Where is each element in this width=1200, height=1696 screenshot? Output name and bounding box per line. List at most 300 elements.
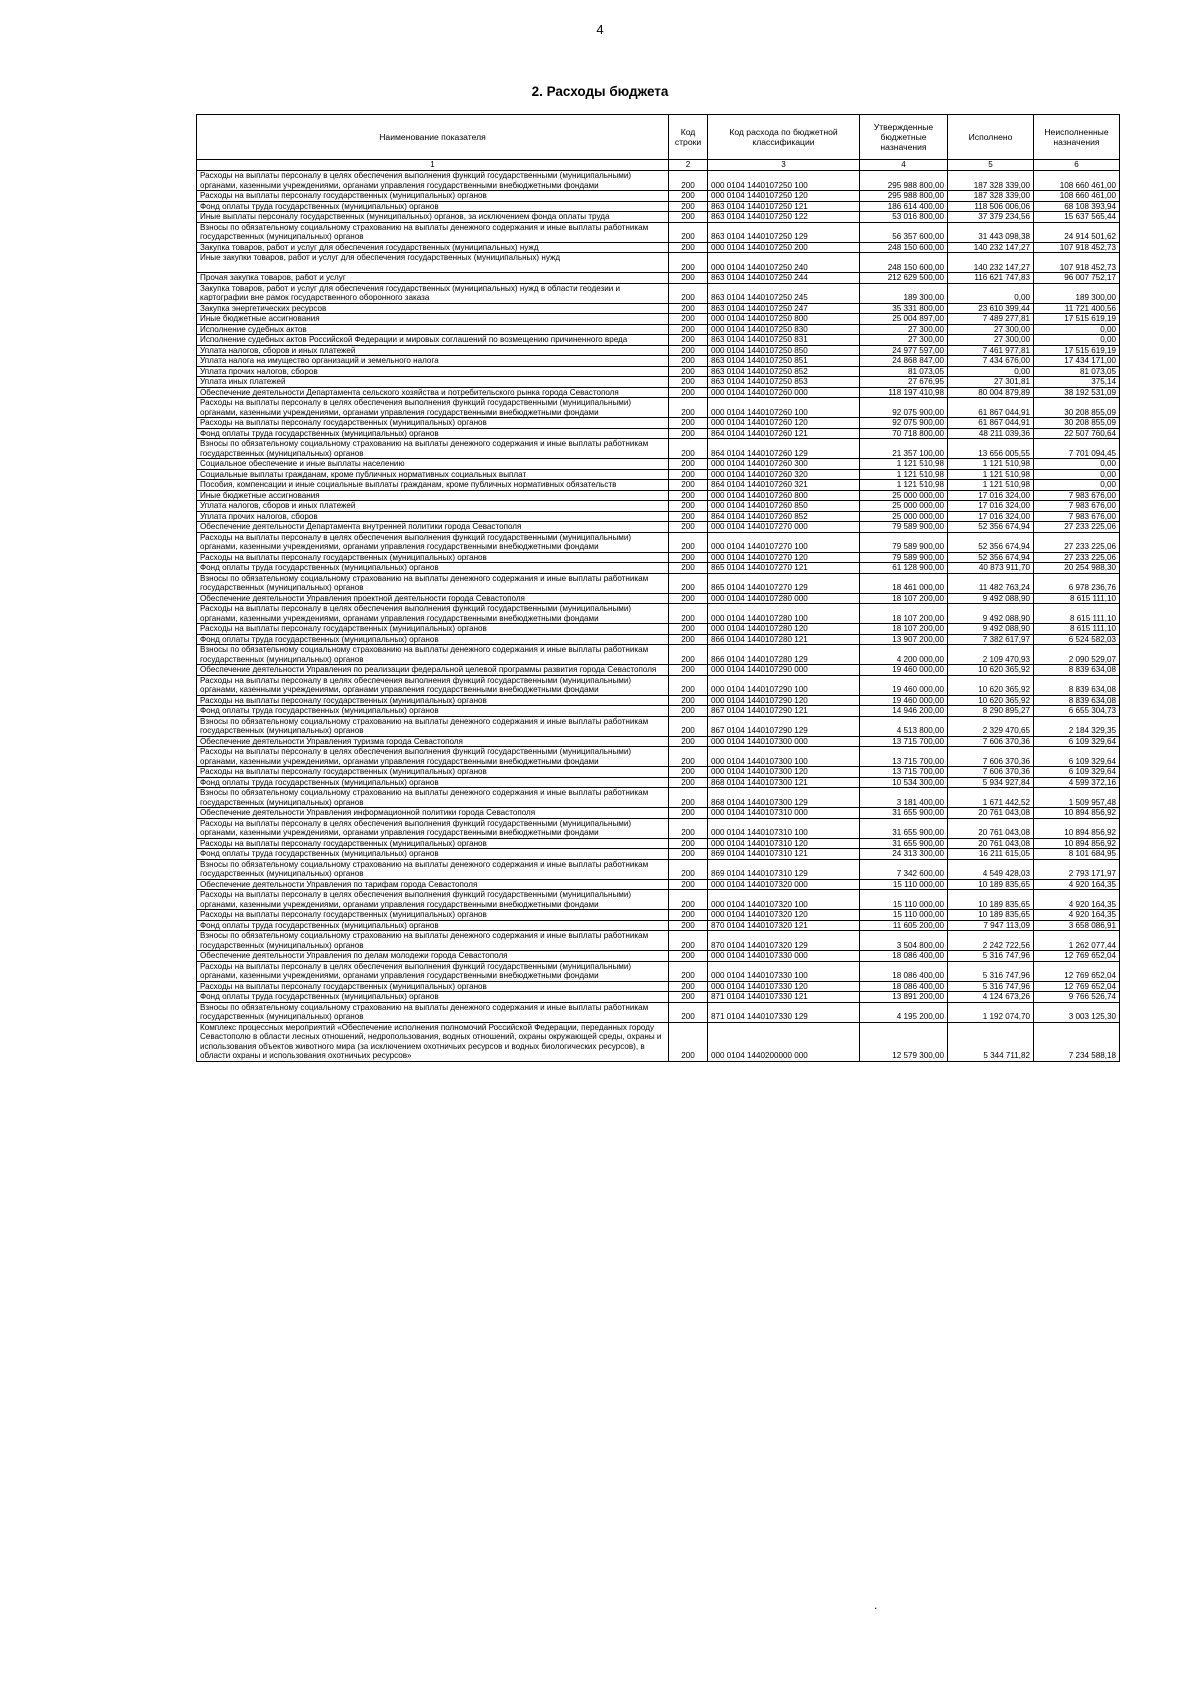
row-classification-code: 000 0104 1440107290 100 — [708, 675, 860, 695]
row-name: Фонд оплаты труда государственных (муниципальных) органов — [197, 428, 669, 439]
row-line-code: 200 — [669, 212, 708, 223]
row-executed: 27 300,00 — [948, 335, 1034, 346]
row-unexecuted: 15 637 565,44 — [1034, 212, 1120, 223]
row-executed: 7 606 370,36 — [948, 736, 1034, 747]
row-approved: 24 868 847,00 — [860, 356, 948, 367]
row-executed: 1 192 074,70 — [948, 1002, 1034, 1022]
row-executed: 10 620 365,92 — [948, 665, 1034, 676]
table-row — [197, 716, 1120, 736]
row-line-code: 200 — [669, 222, 708, 242]
row-line-code: 200 — [669, 634, 708, 645]
row-executed: 2 329 470,65 — [948, 716, 1034, 736]
row-approved: 27 676,95 — [860, 377, 948, 388]
row-approved: 4 513 800,00 — [860, 716, 948, 736]
row-unexecuted: 7 234 588,18 — [1034, 1022, 1120, 1061]
row-line-code: 200 — [669, 788, 708, 808]
row-executed: 116 621 747,83 — [948, 273, 1034, 284]
row-unexecuted: 30 208 855,09 — [1034, 398, 1120, 418]
row-approved: 92 075 900,00 — [860, 418, 948, 429]
row-name: Расходы на выплаты персоналу в целях обеспечения выполнения функций государственными (муниципальными) органами, казенными учреждениями, органами управления государственными внебюджетными фондами — [197, 604, 669, 624]
table-row — [197, 283, 1120, 303]
row-name: Иные выплаты персоналу государственных (муниципальных) органов, за исключением фонда оплаты труда — [197, 212, 669, 223]
row-line-code: 200 — [669, 808, 708, 819]
row-classification-code: 000 0104 1440200000 000 — [708, 1022, 860, 1061]
row-line-code: 200 — [669, 552, 708, 563]
table-row — [197, 428, 1120, 439]
row-name: Уплата прочих налогов, сборов — [197, 511, 669, 522]
table-row — [197, 992, 1120, 1003]
table-row — [197, 490, 1120, 501]
column-number: 6 — [1034, 160, 1120, 171]
row-approved: 13 715 700,00 — [860, 767, 948, 778]
row-unexecuted: 8 615 111,10 — [1034, 604, 1120, 624]
table-body — [197, 171, 1120, 1062]
table-row — [197, 201, 1120, 212]
row-executed: 20 761 043,08 — [948, 808, 1034, 819]
row-unexecuted: 8 615 111,10 — [1034, 624, 1120, 635]
table-row — [197, 459, 1120, 470]
row-name: Расходы на выплаты персоналу государственных (муниципальных) органов — [197, 624, 669, 635]
row-name: Обеспечение деятельности Управления туризма города Севастополя — [197, 736, 669, 747]
row-line-code: 200 — [669, 879, 708, 890]
row-line-code: 200 — [669, 747, 708, 767]
header-approved: Утвержденные бюджетные назначения — [860, 115, 948, 160]
row-classification-code: 000 0104 1440107270 100 — [708, 532, 860, 552]
table-row — [197, 563, 1120, 574]
row-line-code: 200 — [669, 716, 708, 736]
row-name: Фонд оплаты труда государственных (муниципальных) органов — [197, 920, 669, 931]
row-approved: 18 461 000,00 — [860, 573, 948, 593]
row-executed: 2 109 470,93 — [948, 645, 1034, 665]
row-name: Социальное обеспечение и иные выплаты населению — [197, 459, 669, 470]
row-line-code: 200 — [669, 428, 708, 439]
row-line-code: 200 — [669, 695, 708, 706]
row-unexecuted: 107 918 452,73 — [1034, 253, 1120, 273]
row-name: Взносы по обязательному социальному страхованию на выплаты денежного содержания и иные выплаты работникам государственных (муниципальных) органов — [197, 1002, 669, 1022]
row-executed: 140 232 147,27 — [948, 242, 1034, 253]
row-executed: 1 121 510,98 — [948, 469, 1034, 480]
row-name: Обеспечение деятельности Департамента внутренней политики города Севастополя — [197, 522, 669, 533]
row-approved: 19 460 000,00 — [860, 665, 948, 676]
row-approved: 1 121 510,98 — [860, 480, 948, 491]
table-row — [197, 767, 1120, 778]
table-row — [197, 377, 1120, 388]
row-line-code: 200 — [669, 890, 708, 910]
row-line-code: 200 — [669, 563, 708, 574]
row-line-code: 200 — [669, 377, 708, 388]
row-classification-code: 863 0104 1440107250 129 — [708, 222, 860, 242]
row-executed: 1 121 510,98 — [948, 459, 1034, 470]
row-executed: 40 873 911,70 — [948, 563, 1034, 574]
row-classification-code: 863 0104 1440107250 851 — [708, 356, 860, 367]
row-unexecuted: 4 920 164,35 — [1034, 879, 1120, 890]
row-executed: 7 461 977,81 — [948, 345, 1034, 356]
table-row — [197, 171, 1120, 191]
row-line-code: 200 — [669, 849, 708, 860]
row-name: Социальные выплаты гражданам, кроме публичных нормативных социальных выплат — [197, 469, 669, 480]
row-approved: 12 579 300,00 — [860, 1022, 948, 1061]
row-executed: 61 867 044,91 — [948, 398, 1034, 418]
header-executed: Исполнено — [948, 115, 1034, 160]
row-name: Расходы на выплаты персоналу государственных (муниципальных) органов — [197, 191, 669, 202]
column-number: 5 — [948, 160, 1034, 171]
row-unexecuted: 10 894 856,92 — [1034, 838, 1120, 849]
table-row — [197, 981, 1120, 992]
column-number: 3 — [708, 160, 860, 171]
row-line-code: 200 — [669, 593, 708, 604]
row-line-code: 200 — [669, 573, 708, 593]
row-executed: 52 356 674,94 — [948, 532, 1034, 552]
row-unexecuted: 0,00 — [1034, 459, 1120, 470]
row-name: Расходы на выплаты персоналу государственных (муниципальных) органов — [197, 910, 669, 921]
row-unexecuted: 68 108 393,94 — [1034, 201, 1120, 212]
row-name: Расходы на выплаты персоналу в целях обеспечения выполнения функций государственными (муниципальными) органами, казенными учреждениями, органами управления государственными внебюджетными фондами — [197, 890, 669, 910]
row-line-code: 200 — [669, 283, 708, 303]
row-executed: 10 189 835,65 — [948, 879, 1034, 890]
row-approved: 79 589 900,00 — [860, 532, 948, 552]
table-row — [197, 736, 1120, 747]
row-executed: 1 671 442,52 — [948, 788, 1034, 808]
table-row — [197, 675, 1120, 695]
row-unexecuted: 8 839 634,08 — [1034, 695, 1120, 706]
row-unexecuted: 0,00 — [1034, 335, 1120, 346]
row-executed: 9 492 088,90 — [948, 604, 1034, 624]
row-executed: 5 316 747,96 — [948, 961, 1034, 981]
row-classification-code: 000 0104 1440107250 200 — [708, 242, 860, 253]
row-unexecuted: 6 524 582,03 — [1034, 634, 1120, 645]
row-unexecuted: 4 599 372,16 — [1034, 777, 1120, 788]
row-name: Взносы по обязательному социальному страхованию на выплаты денежного содержания и иные выплаты работникам государственных (муниципальных) органов — [197, 573, 669, 593]
row-name: Закупка энергетических ресурсов — [197, 303, 669, 314]
row-approved: 18 107 200,00 — [860, 604, 948, 624]
row-line-code: 200 — [669, 532, 708, 552]
row-classification-code: 000 0104 1440107320 000 — [708, 879, 860, 890]
row-name: Взносы по обязательному социальному страхованию на выплаты денежного содержания и иные выплаты работникам государственных (муниципальных) органов — [197, 439, 669, 459]
row-line-code: 200 — [669, 992, 708, 1003]
row-approved: 248 150 600,00 — [860, 242, 948, 253]
row-name: Обеспечение деятельности Управления по тарифам города Севастополя — [197, 879, 669, 890]
row-classification-code: 863 0104 1440107250 247 — [708, 303, 860, 314]
row-name: Фонд оплаты труда государственных (муниципальных) органов — [197, 777, 669, 788]
row-approved: 3 181 400,00 — [860, 788, 948, 808]
row-line-code: 200 — [669, 645, 708, 665]
table-row — [197, 242, 1120, 253]
row-name: Обеспечение деятельности Департамента сельского хозяйства и потребительского рынка города Севастополя — [197, 387, 669, 398]
row-name: Расходы на выплаты персоналу в целях обеспечения выполнения функций государственными (муниципальными) органами, казенными учреждениями, органами управления государственными внебюджетными фондами — [197, 171, 669, 191]
row-name: Обеспечение деятельности Управления проектной деятельности города Севастополя — [197, 593, 669, 604]
table-row — [197, 890, 1120, 910]
row-classification-code: 000 0104 1440107290 000 — [708, 665, 860, 676]
row-name: Фонд оплаты труда государственных (муниципальных) органов — [197, 634, 669, 645]
row-classification-code: 000 0104 1440107320 100 — [708, 890, 860, 910]
table-row — [197, 345, 1120, 356]
row-line-code: 200 — [669, 777, 708, 788]
row-line-code: 200 — [669, 675, 708, 695]
row-line-code: 200 — [669, 1002, 708, 1022]
row-line-code: 200 — [669, 818, 708, 838]
row-classification-code: 000 0104 1440107260 000 — [708, 387, 860, 398]
row-classification-code: 000 0104 1440107280 000 — [708, 593, 860, 604]
row-unexecuted: 6 109 329,64 — [1034, 767, 1120, 778]
row-line-code: 200 — [669, 1022, 708, 1061]
row-approved: 13 715 700,00 — [860, 747, 948, 767]
row-classification-code: 000 0104 1440107260 850 — [708, 501, 860, 512]
row-line-code: 200 — [669, 387, 708, 398]
row-executed: 8 290 895,27 — [948, 706, 1034, 717]
row-unexecuted: 108 660 461,00 — [1034, 191, 1120, 202]
row-line-code: 200 — [669, 910, 708, 921]
row-name: Уплата налога на имущество организаций и земельного налога — [197, 356, 669, 367]
row-classification-code: 000 0104 1440107310 000 — [708, 808, 860, 819]
row-name: Фонд оплаты труда государственных (муниципальных) органов — [197, 563, 669, 574]
row-approved: 24 977 597,00 — [860, 345, 948, 356]
row-unexecuted: 7 983 676,00 — [1034, 501, 1120, 512]
row-name: Расходы на выплаты персоналу государственных (муниципальных) органов — [197, 695, 669, 706]
row-unexecuted: 12 769 652,04 — [1034, 951, 1120, 962]
row-name: Взносы по обязательному социальному страхованию на выплаты денежного содержания и иные выплаты работникам государственных (муниципальных) органов — [197, 931, 669, 951]
row-unexecuted: 108 660 461,00 — [1034, 171, 1120, 191]
row-executed: 0,00 — [948, 366, 1034, 377]
row-line-code: 200 — [669, 303, 708, 314]
row-name: Расходы на выплаты персоналу в целях обеспечения выполнения функций государственными (муниципальными) органами, казенными учреждениями, органами управления государственными внебюджетными фондами — [197, 818, 669, 838]
row-executed: 16 211 615,05 — [948, 849, 1034, 860]
row-unexecuted: 17 434 171,00 — [1034, 356, 1120, 367]
column-number: 2 — [669, 160, 708, 171]
row-classification-code: 866 0104 1440107280 121 — [708, 634, 860, 645]
row-approved: 13 891 200,00 — [860, 992, 948, 1003]
table-row — [197, 1022, 1120, 1061]
row-line-code: 200 — [669, 418, 708, 429]
row-name: Расходы на выплаты персоналу в целях обеспечения выполнения функций государственными (муниципальными) органами, казенными учреждениями, органами управления государственными внебюджетными фондами — [197, 398, 669, 418]
row-classification-code: 870 0104 1440107320 129 — [708, 931, 860, 951]
table-row — [197, 645, 1120, 665]
row-line-code: 200 — [669, 665, 708, 676]
row-name: Взносы по обязательному социальному страхованию на выплаты денежного содержания и иные выплаты работникам государственных (муниципальных) органов — [197, 716, 669, 736]
row-executed: 7 434 676,00 — [948, 356, 1034, 367]
row-approved: 56 357 600,00 — [860, 222, 948, 242]
row-unexecuted: 3 003 125,30 — [1034, 1002, 1120, 1022]
row-approved: 35 331 800,00 — [860, 303, 948, 314]
row-unexecuted: 96 007 752,17 — [1034, 273, 1120, 284]
row-approved: 31 655 900,00 — [860, 808, 948, 819]
row-unexecuted: 8 839 634,08 — [1034, 665, 1120, 676]
row-unexecuted: 0,00 — [1034, 469, 1120, 480]
row-name: Расходы на выплаты персоналу в целях обеспечения выполнения функций государственными (муниципальными) органами, казенными учреждениями, органами управления государственными внебюджетными фондами — [197, 675, 669, 695]
row-classification-code: 000 0104 1440107260 300 — [708, 459, 860, 470]
row-unexecuted: 12 769 652,04 — [1034, 961, 1120, 981]
row-approved: 31 655 900,00 — [860, 818, 948, 838]
row-executed: 9 492 088,90 — [948, 593, 1034, 604]
row-executed: 5 316 747,96 — [948, 951, 1034, 962]
row-classification-code: 868 0104 1440107300 129 — [708, 788, 860, 808]
row-name: Иные бюджетные ассигнования — [197, 490, 669, 501]
row-unexecuted: 7 983 676,00 — [1034, 490, 1120, 501]
row-unexecuted: 8 839 634,08 — [1034, 675, 1120, 695]
table-row — [197, 931, 1120, 951]
table-row — [197, 961, 1120, 981]
row-classification-code: 864 0104 1440107260 129 — [708, 439, 860, 459]
row-approved: 248 150 600,00 — [860, 253, 948, 273]
table-row — [197, 859, 1120, 879]
row-line-code: 200 — [669, 859, 708, 879]
row-executed: 1 121 510,98 — [948, 480, 1034, 491]
row-executed: 80 004 879,89 — [948, 387, 1034, 398]
row-line-code: 200 — [669, 439, 708, 459]
row-classification-code: 863 0104 1440107250 244 — [708, 273, 860, 284]
row-executed: 5 344 711,82 — [948, 1022, 1034, 1061]
row-executed: 7 382 617,97 — [948, 634, 1034, 645]
row-executed: 20 761 043,08 — [948, 818, 1034, 838]
row-classification-code: 869 0104 1440107310 121 — [708, 849, 860, 860]
row-name: Расходы на выплаты персоналу государственных (муниципальных) органов — [197, 981, 669, 992]
row-unexecuted: 7 983 676,00 — [1034, 511, 1120, 522]
row-line-code: 200 — [669, 604, 708, 624]
row-unexecuted: 10 894 856,92 — [1034, 808, 1120, 819]
row-approved: 13 715 700,00 — [860, 736, 948, 747]
row-line-code: 200 — [669, 736, 708, 747]
table-row — [197, 818, 1120, 838]
row-unexecuted: 22 507 760,64 — [1034, 428, 1120, 439]
row-approved: 7 342 600,00 — [860, 859, 948, 879]
row-approved: 295 988 800,00 — [860, 191, 948, 202]
table-row — [197, 418, 1120, 429]
row-name: Фонд оплаты труда государственных (муниципальных) органов — [197, 706, 669, 717]
row-line-code: 200 — [669, 501, 708, 512]
row-classification-code: 863 0104 1440107250 122 — [708, 212, 860, 223]
row-classification-code: 863 0104 1440107250 245 — [708, 283, 860, 303]
row-approved: 295 988 800,00 — [860, 171, 948, 191]
row-executed: 9 492 088,90 — [948, 624, 1034, 635]
row-approved: 27 300,00 — [860, 324, 948, 335]
row-line-code: 200 — [669, 920, 708, 931]
row-unexecuted: 4 920 164,35 — [1034, 890, 1120, 910]
table-row — [197, 910, 1120, 921]
table-row — [197, 808, 1120, 819]
row-classification-code: 000 0104 1440107330 120 — [708, 981, 860, 992]
row-name: Обеспечение деятельности Управления информационной политики города Севастополя — [197, 808, 669, 819]
table-row — [197, 501, 1120, 512]
row-name: Расходы на выплаты персоналу государственных (муниципальных) органов — [197, 552, 669, 563]
row-name: Взносы по обязательному социальному страхованию на выплаты денежного содержания и иные выплаты работникам государственных (муниципальных) органов — [197, 645, 669, 665]
row-name: Уплата иных платежей — [197, 377, 669, 388]
row-line-code: 200 — [669, 490, 708, 501]
header-name: Наименование показателя — [197, 115, 669, 160]
row-approved: 79 589 900,00 — [860, 552, 948, 563]
row-executed: 11 482 763,24 — [948, 573, 1034, 593]
table-row — [197, 273, 1120, 284]
row-approved: 18 086 400,00 — [860, 981, 948, 992]
row-unexecuted: 10 894 856,92 — [1034, 818, 1120, 838]
row-classification-code: 870 0104 1440107320 121 — [708, 920, 860, 931]
row-executed: 10 189 835,65 — [948, 890, 1034, 910]
table-row — [197, 366, 1120, 377]
row-unexecuted: 38 192 531,09 — [1034, 387, 1120, 398]
row-executed: 27 300,00 — [948, 324, 1034, 335]
table-row — [197, 439, 1120, 459]
row-executed: 7 606 370,36 — [948, 767, 1034, 778]
row-approved: 25 000 000,00 — [860, 490, 948, 501]
row-executed: 2 242 722,56 — [948, 931, 1034, 951]
column-number-row — [197, 160, 1120, 171]
row-approved: 24 313 300,00 — [860, 849, 948, 860]
row-name: Исполнение судебных актов Российской Федерации и мировых соглашений по возмещению причиненного вреда — [197, 335, 669, 346]
row-approved: 70 718 800,00 — [860, 428, 948, 439]
row-approved: 4 195 200,00 — [860, 1002, 948, 1022]
row-unexecuted: 6 109 329,64 — [1034, 736, 1120, 747]
row-classification-code: 000 0104 1440107300 120 — [708, 767, 860, 778]
row-approved: 61 128 900,00 — [860, 563, 948, 574]
table-row — [197, 665, 1120, 676]
table-row — [197, 522, 1120, 533]
row-name: Расходы на выплаты персоналу государственных (муниципальных) органов — [197, 838, 669, 849]
row-classification-code: 867 0104 1440107290 121 — [708, 706, 860, 717]
row-executed: 17 016 324,00 — [948, 501, 1034, 512]
row-classification-code: 000 0104 1440107270 120 — [708, 552, 860, 563]
row-unexecuted: 17 515 619,19 — [1034, 345, 1120, 356]
row-approved: 19 460 000,00 — [860, 675, 948, 695]
table-row — [197, 920, 1120, 931]
row-classification-code: 864 0104 1440107260 852 — [708, 511, 860, 522]
row-line-code: 200 — [669, 191, 708, 202]
row-line-code: 200 — [669, 335, 708, 346]
table-row — [197, 624, 1120, 635]
table-row — [197, 777, 1120, 788]
row-classification-code: 000 0104 1440107250 850 — [708, 345, 860, 356]
row-approved: 25 000 000,00 — [860, 511, 948, 522]
table-row — [197, 593, 1120, 604]
header-unexecuted: Неисполненные назначения — [1034, 115, 1120, 160]
row-classification-code: 000 0104 1440107330 100 — [708, 961, 860, 981]
row-unexecuted: 4 920 164,35 — [1034, 910, 1120, 921]
row-name: Уплата прочих налогов, сборов — [197, 366, 669, 377]
row-line-code: 200 — [669, 951, 708, 962]
row-executed: 7 606 370,36 — [948, 747, 1034, 767]
row-approved: 19 460 000,00 — [860, 695, 948, 706]
row-approved: 18 107 200,00 — [860, 624, 948, 635]
table-row — [197, 695, 1120, 706]
row-classification-code: 000 0104 1440107310 120 — [708, 838, 860, 849]
row-unexecuted: 0,00 — [1034, 324, 1120, 335]
row-line-code: 200 — [669, 324, 708, 335]
row-executed: 13 656 005,55 — [948, 439, 1034, 459]
table-row — [197, 212, 1120, 223]
table-row — [197, 387, 1120, 398]
row-name: Обеспечение деятельности Управления по реализации федеральной целевой программы развития города Севастополя — [197, 665, 669, 676]
row-unexecuted: 1 509 957,48 — [1034, 788, 1120, 808]
row-approved: 31 655 900,00 — [860, 838, 948, 849]
table-row — [197, 951, 1120, 962]
table-row — [197, 324, 1120, 335]
row-approved: 92 075 900,00 — [860, 398, 948, 418]
table-row — [197, 849, 1120, 860]
row-line-code: 200 — [669, 356, 708, 367]
row-approved: 25 004 897,00 — [860, 314, 948, 325]
row-name: Пособия, компенсации и иные социальные выплаты гражданам, кроме публичных нормативных обязательств — [197, 480, 669, 491]
row-executed: 10 620 365,92 — [948, 675, 1034, 695]
row-approved: 27 300,00 — [860, 335, 948, 346]
table-row — [197, 552, 1120, 563]
row-executed: 187 328 339,00 — [948, 171, 1034, 191]
row-classification-code: 863 0104 1440107250 853 — [708, 377, 860, 388]
row-executed: 4 549 428,03 — [948, 859, 1034, 879]
row-executed: 187 328 339,00 — [948, 191, 1034, 202]
row-line-code: 200 — [669, 838, 708, 849]
row-executed: 10 189 835,65 — [948, 910, 1034, 921]
row-classification-code: 000 0104 1440107300 000 — [708, 736, 860, 747]
row-unexecuted: 2 184 329,35 — [1034, 716, 1120, 736]
row-classification-code: 000 0104 1440107320 120 — [708, 910, 860, 921]
row-classification-code: 000 0104 1440107250 100 — [708, 171, 860, 191]
